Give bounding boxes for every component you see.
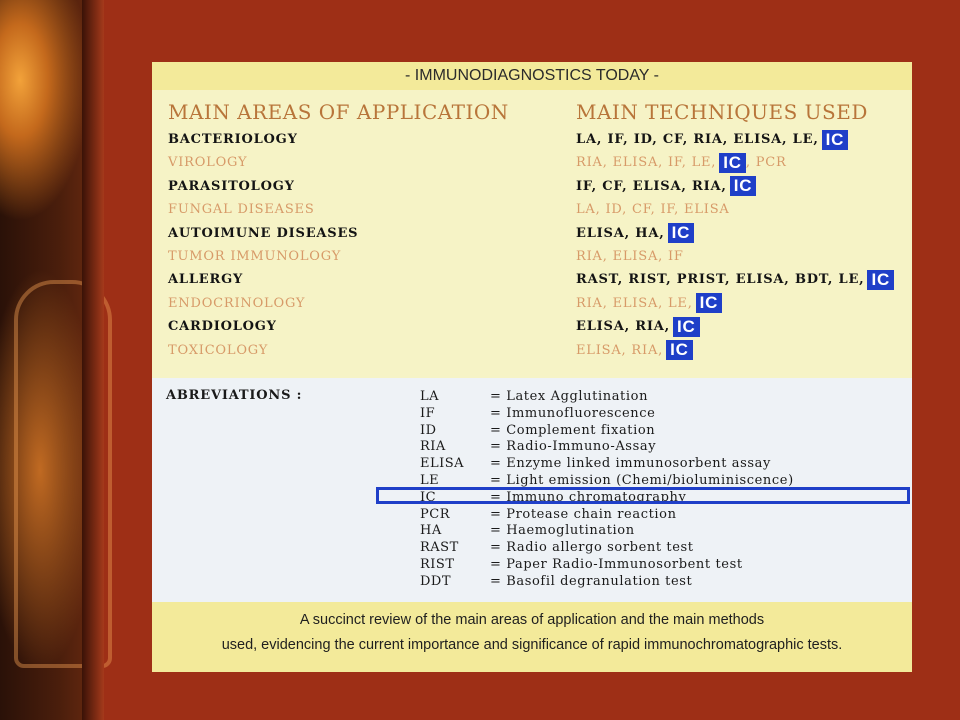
slide-card [152, 62, 912, 672]
technique-text: RIA, ELISA, LE, [576, 295, 693, 311]
abbreviation-row [420, 455, 794, 472]
abbreviation-definition: = Paper Radio-Immunosorbent test [490, 556, 743, 572]
area-item: VIROLOGY [168, 155, 248, 171]
ic-badge: IC [666, 340, 693, 360]
area-item: ALLERGY [168, 272, 244, 288]
area-item: TOXICOLOGY [168, 342, 269, 358]
ic-badge: IC [719, 153, 746, 173]
area-item: CARDIOLOGY [168, 319, 277, 335]
technique-item [576, 315, 894, 338]
area-item: AUTOIMUNE DISEASES [168, 225, 359, 241]
abbreviation-code: DDT [420, 573, 452, 589]
abbreviation-definition: = Radio allergo sorbent test [490, 540, 694, 556]
abbreviation-code: IF [420, 405, 436, 421]
area-item: TUMOR IMMUNOLOGY [168, 248, 342, 264]
technique-item [576, 175, 894, 198]
technique-item [576, 198, 894, 221]
abbreviation-definition: = Protease chain reaction [490, 506, 677, 522]
abbreviation-code: LA [420, 389, 440, 404]
abbreviation-row [420, 405, 794, 422]
application-list [168, 128, 358, 362]
caption-line: used, evidencing the current importance and significance of rapid immunochromatographic tests. [221, 637, 843, 653]
abbreviation-definition: = Radio-Immuno-Assay [490, 439, 657, 455]
abbreviation-code: ID [420, 422, 437, 438]
abbreviation-definition: = Immunofluorescence [490, 405, 656, 421]
abbreviation-code: PCR [420, 506, 450, 522]
technique-text: LA, IF, ID, CF, RIA, ELISA, LE, [576, 132, 819, 147]
abbreviation-definition: = Basofil degranulation test [490, 573, 693, 589]
applications-header: MAIN AREAS OF APPLICATION [168, 100, 509, 124]
abbreviations-section [152, 378, 912, 602]
area-item: ENDOCRINOLOGY [168, 295, 306, 311]
background-divider [82, 0, 104, 720]
abbreviation-row [420, 422, 794, 439]
abbreviation-row [420, 573, 794, 590]
abbreviation-code: RIST [420, 556, 455, 572]
abbreviation-definition: = Complement fixation [490, 422, 656, 438]
abbreviation-code: ELISA [420, 456, 465, 472]
caption [152, 602, 912, 672]
technique-text: ELISA, RIA, [576, 342, 664, 358]
technique-item [576, 245, 894, 268]
abbreviation-row [420, 522, 794, 539]
ic-badge: IC [822, 130, 849, 150]
caption-line: A succinct review of the main areas of application and the main methods [299, 612, 765, 628]
area-item: PARASITOLOGY [168, 178, 295, 194]
abbreviation-definition: = Immuno chromatography [490, 489, 687, 505]
ic-badge: IC [668, 223, 695, 243]
technique-text: ELISA, HA, [576, 225, 665, 241]
abbreviation-code: RIA [420, 439, 446, 455]
ic-badge: IC [696, 293, 723, 313]
technique-text: IF, CF, ELISA, RIA, [576, 178, 727, 194]
technique-item [576, 339, 894, 362]
abbreviation-code: IC [420, 489, 437, 505]
abbreviation-code: LE [420, 472, 440, 488]
abbreviation-row [420, 438, 794, 455]
technique-item [576, 292, 894, 315]
technique-item [576, 268, 894, 291]
ic-badge: IC [730, 176, 757, 196]
abbreviation-definition: = Enzyme linked immunosorbent assay [490, 456, 771, 472]
technique-suffix: , PCR [745, 155, 787, 171]
abbreviation-code: HA [420, 523, 442, 539]
technique-item [576, 222, 894, 245]
technique-list [576, 128, 894, 362]
abbreviation-row [420, 539, 794, 556]
abbreviations-title: ABREVIATIONS : [166, 388, 303, 403]
technique-text: RIA, ELISA, IF, LE, [576, 155, 717, 171]
area-item: BACTERIOLOGY [168, 132, 298, 147]
ic-badge: IC [867, 270, 894, 290]
technique-text: RAST, RIST, PRIST, ELISA, BDT, LE, [576, 272, 865, 288]
technique-item [576, 151, 894, 174]
abbreviation-definition: = Latex Agglutination [490, 389, 649, 404]
technique-text: RIA, ELISA, IF [576, 248, 684, 264]
abbreviation-definition: = Light emission (Chemi/bioluminiscence) [490, 472, 794, 488]
technique-item [576, 128, 894, 151]
abbreviation-row [420, 506, 794, 523]
techniques-header: MAIN TECHNIQUES USED [576, 100, 868, 124]
technique-text: ELISA, RIA, [576, 319, 670, 335]
ic-highlight-box [376, 487, 910, 504]
technique-text: LA, ID, CF, IF, ELISA [576, 202, 730, 218]
abbreviation-definition: = Haemoglutination [490, 523, 635, 539]
ic-badge: IC [673, 317, 700, 337]
abbreviation-code: RAST [420, 540, 459, 556]
area-item: FUNGAL DISEASES [168, 202, 315, 218]
abbreviation-row [420, 556, 794, 573]
abbreviation-row [420, 388, 794, 405]
slide-title: - IMMUNODIAGNOSTICS TODAY - [152, 62, 912, 90]
